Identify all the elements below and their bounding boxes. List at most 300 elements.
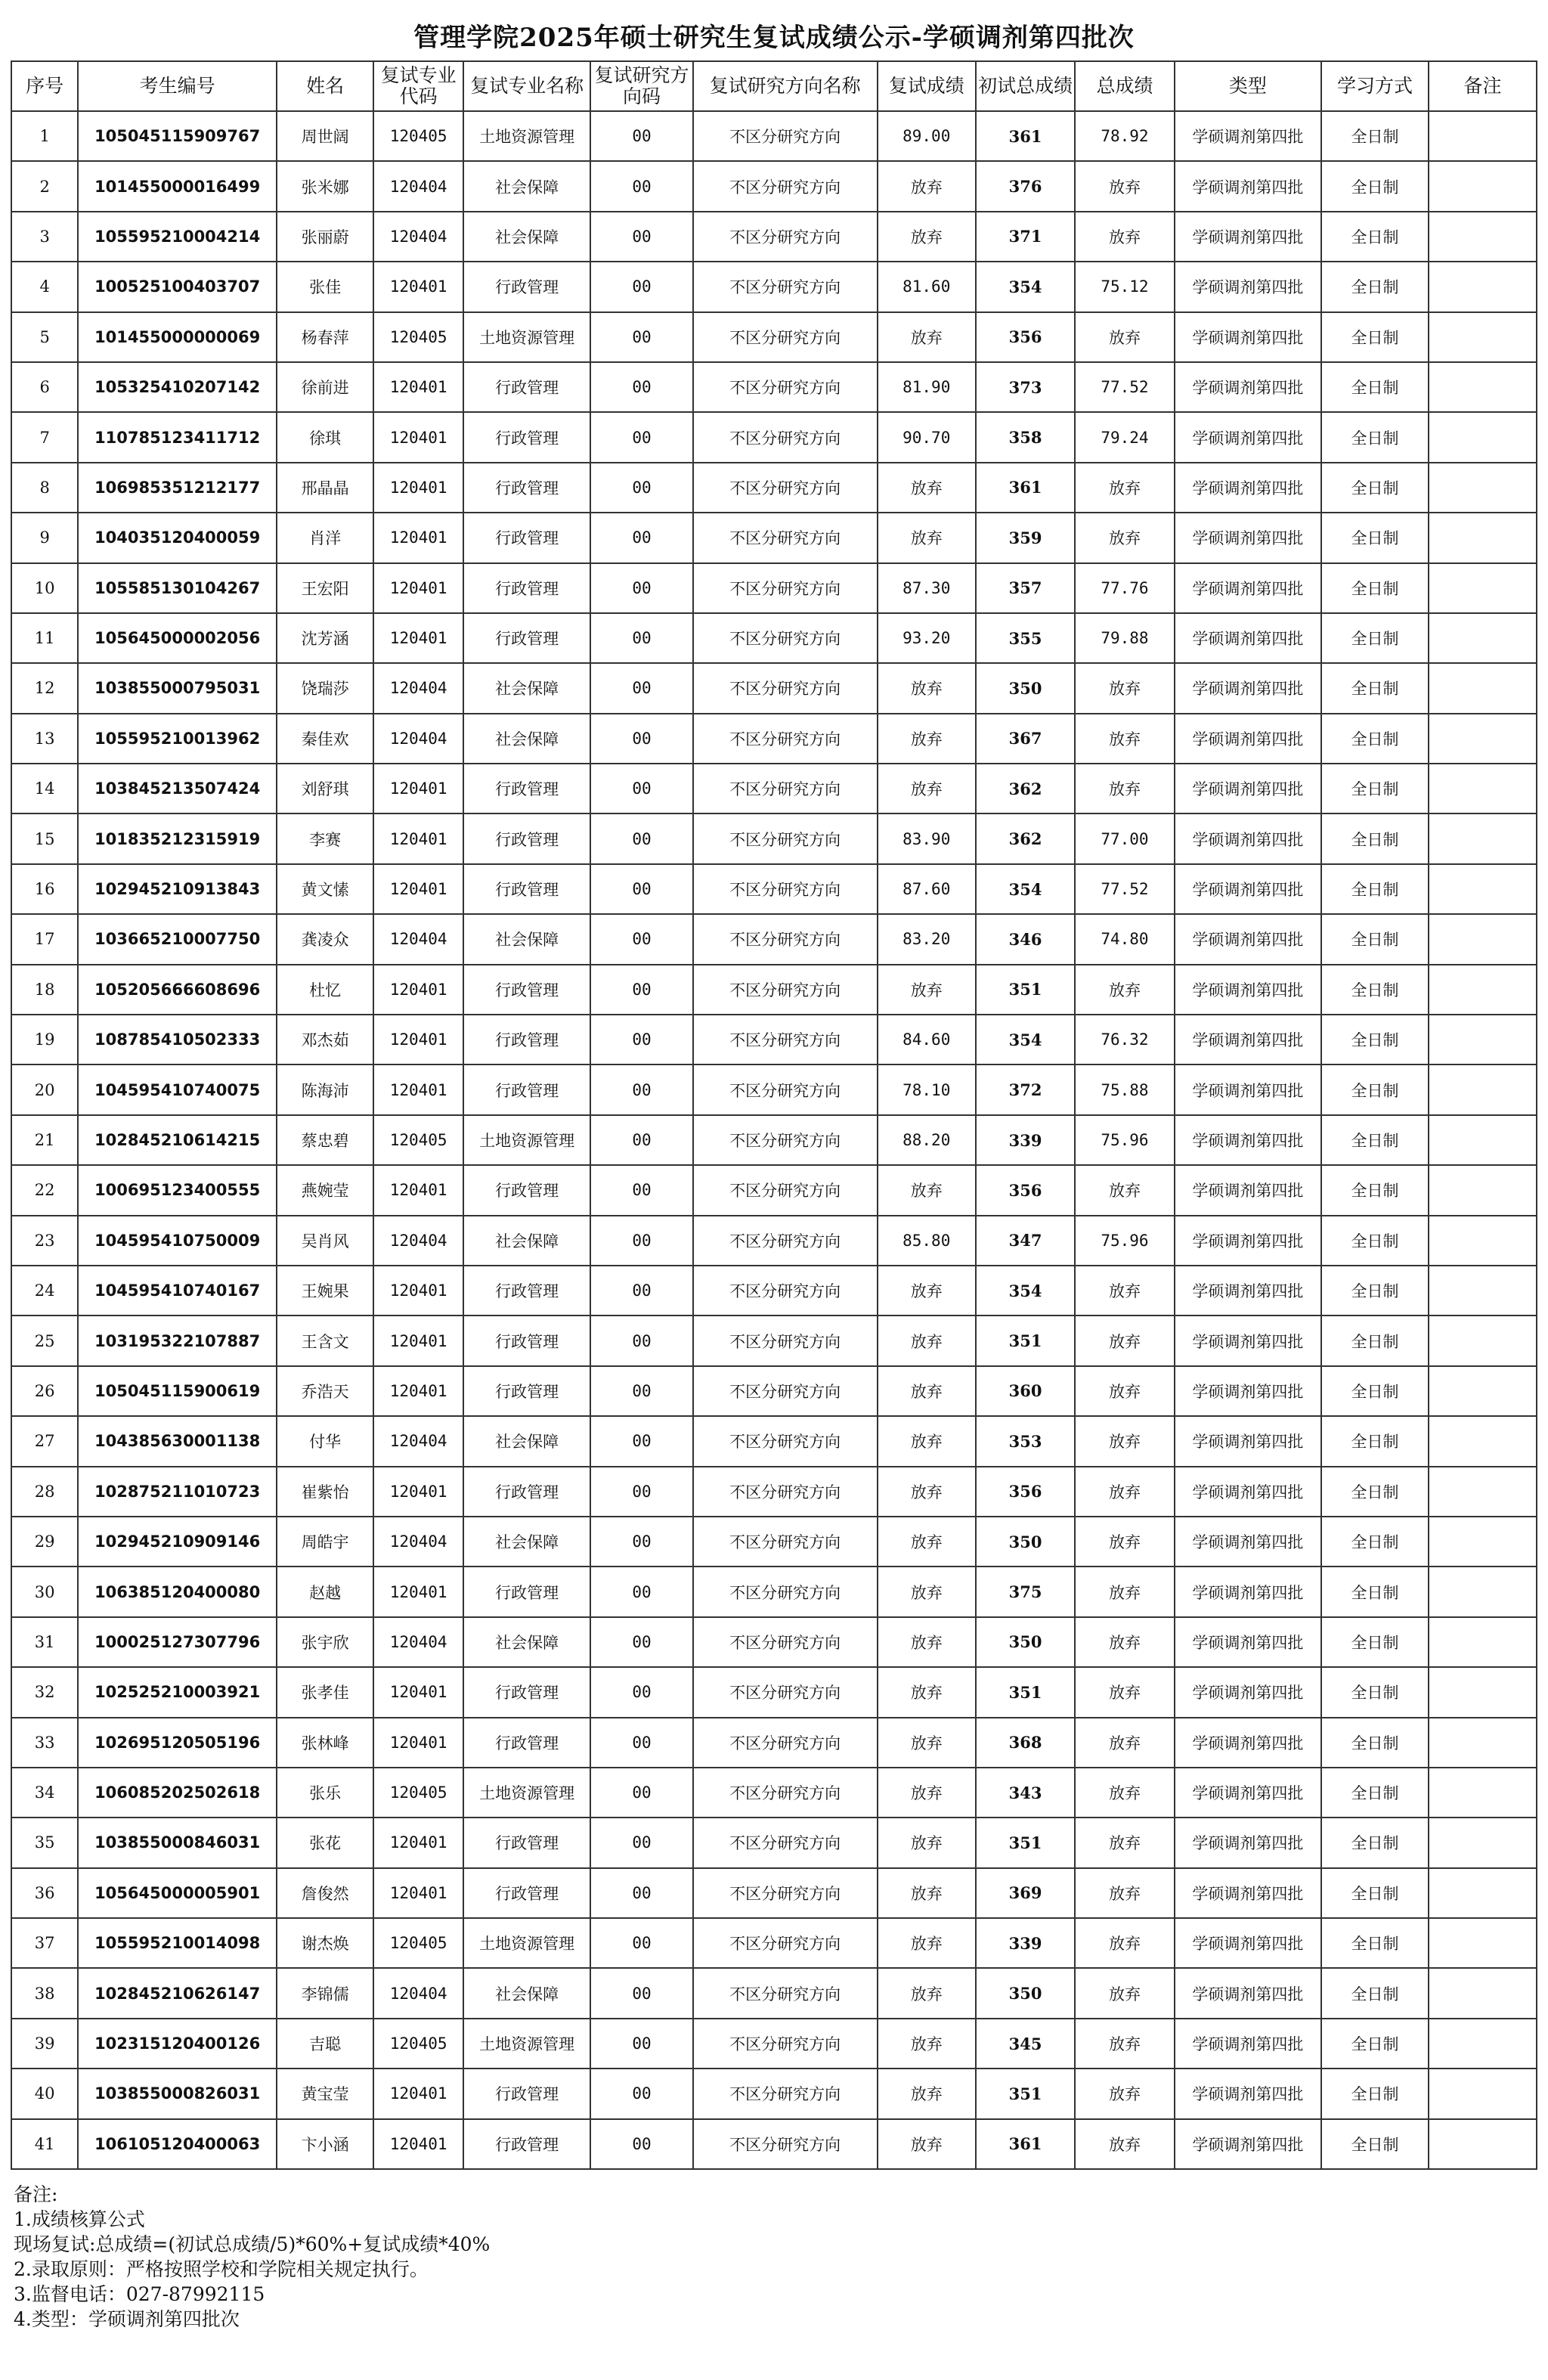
major-name: 行政管理 xyxy=(463,864,590,914)
candidate-id: 104595410740075 xyxy=(78,1064,277,1114)
candidate-name: 邓杰茹 xyxy=(277,1015,373,1064)
study-mode: 全日制 xyxy=(1321,864,1429,914)
table-row xyxy=(11,563,1537,613)
total-score: 78.92 xyxy=(1075,111,1174,161)
total-score: 放弃 xyxy=(1075,965,1174,1015)
direction-code: 00 xyxy=(590,1416,693,1466)
candidate-id: 104595410750009 xyxy=(78,1216,277,1266)
admission-type: 学硕调剂第四批 xyxy=(1175,813,1321,863)
retest-score: 放弃 xyxy=(878,663,976,713)
candidate-id: 102315120400126 xyxy=(78,2019,277,2069)
candidate-name: 黄文愫 xyxy=(277,864,373,914)
total-score: 放弃 xyxy=(1075,1165,1174,1215)
row-number: 21 xyxy=(11,1115,78,1165)
retest-score: 放弃 xyxy=(878,1968,976,2018)
admission-type: 学硕调剂第四批 xyxy=(1175,2069,1321,2118)
study-mode: 全日制 xyxy=(1321,412,1429,462)
prelim-score: 354 xyxy=(976,864,1075,914)
major-name: 社会保障 xyxy=(463,1216,590,1266)
direction-code: 00 xyxy=(590,965,693,1015)
major-name: 行政管理 xyxy=(463,1366,590,1416)
table-row xyxy=(11,1968,1537,2018)
retest-score: 放弃 xyxy=(878,714,976,764)
major-code: 120401 xyxy=(373,1015,463,1064)
col-header-retest-score: 复试成绩 xyxy=(878,61,976,111)
note-line-4: 3.监督电话：027-87992115 xyxy=(14,2283,265,2305)
retest-score: 放弃 xyxy=(878,1316,976,1365)
study-mode: 全日制 xyxy=(1321,161,1429,211)
direction-name: 不区分研究方向 xyxy=(693,1968,878,2018)
direction-code: 00 xyxy=(590,1868,693,1918)
prelim-score: 350 xyxy=(976,663,1075,713)
study-mode: 全日制 xyxy=(1321,914,1429,964)
table-row xyxy=(11,1064,1537,1114)
candidate-id: 103855000795031 xyxy=(78,663,277,713)
admission-type: 学硕调剂第四批 xyxy=(1175,1266,1321,1316)
study-mode: 全日制 xyxy=(1321,613,1429,663)
retest-score: 放弃 xyxy=(878,1165,976,1215)
prelim-score: 350 xyxy=(976,1617,1075,1667)
major-code: 120401 xyxy=(373,1818,463,1867)
study-mode: 全日制 xyxy=(1321,1718,1429,1768)
direction-code: 00 xyxy=(590,513,693,562)
candidate-id: 102875211010723 xyxy=(78,1467,277,1517)
remarks xyxy=(1429,1467,1537,1517)
col-header-prelim-score: 初试总成绩 xyxy=(976,61,1075,111)
prelim-score: 351 xyxy=(976,965,1075,1015)
candidate-name: 杜忆 xyxy=(277,965,373,1015)
row-number: 12 xyxy=(11,663,78,713)
candidate-name: 龚凌众 xyxy=(277,914,373,964)
total-score: 放弃 xyxy=(1075,2119,1174,2169)
remarks xyxy=(1429,1115,1537,1165)
remarks xyxy=(1429,1015,1537,1064)
total-score: 放弃 xyxy=(1075,714,1174,764)
prelim-score: 362 xyxy=(976,764,1075,813)
major-code: 120405 xyxy=(373,111,463,161)
prelim-score: 350 xyxy=(976,1517,1075,1567)
major-code: 120401 xyxy=(373,613,463,663)
retest-score: 放弃 xyxy=(878,764,976,813)
direction-name: 不区分研究方向 xyxy=(693,1868,878,1918)
admission-type: 学硕调剂第四批 xyxy=(1175,714,1321,764)
admission-type: 学硕调剂第四批 xyxy=(1175,1216,1321,1266)
candidate-id: 105595210004214 xyxy=(78,212,277,262)
row-number: 32 xyxy=(11,1667,78,1717)
candidate-name: 肖洋 xyxy=(277,513,373,562)
direction-code: 00 xyxy=(590,1617,693,1667)
prelim-score: 355 xyxy=(976,613,1075,663)
remarks xyxy=(1429,1316,1537,1365)
direction-name: 不区分研究方向 xyxy=(693,714,878,764)
direction-name: 不区分研究方向 xyxy=(693,1768,878,1818)
major-code: 120404 xyxy=(373,714,463,764)
direction-code: 00 xyxy=(590,2069,693,2118)
col-header-type: 类型 xyxy=(1175,61,1321,111)
col-header-id: 考生编号 xyxy=(78,61,277,111)
major-name: 社会保障 xyxy=(463,663,590,713)
major-name: 行政管理 xyxy=(463,764,590,813)
direction-name: 不区分研究方向 xyxy=(693,914,878,964)
table-row xyxy=(11,1015,1537,1064)
direction-code: 00 xyxy=(590,813,693,863)
admission-type: 学硕调剂第四批 xyxy=(1175,1768,1321,1818)
retest-score: 放弃 xyxy=(878,2119,976,2169)
retest-score: 83.90 xyxy=(878,813,976,863)
row-number: 20 xyxy=(11,1064,78,1114)
total-score: 放弃 xyxy=(1075,463,1174,513)
admission-type: 学硕调剂第四批 xyxy=(1175,2119,1321,2169)
major-name: 社会保障 xyxy=(463,1517,590,1567)
remarks xyxy=(1429,1667,1537,1717)
direction-name: 不区分研究方向 xyxy=(693,161,878,211)
prelim-score: 362 xyxy=(976,813,1075,863)
major-name: 行政管理 xyxy=(463,463,590,513)
major-name: 行政管理 xyxy=(463,1467,590,1517)
total-score: 放弃 xyxy=(1075,161,1174,211)
prelim-score: 354 xyxy=(976,262,1075,311)
direction-code: 00 xyxy=(590,1316,693,1365)
candidate-id: 105045115900619 xyxy=(78,1366,277,1416)
admission-type: 学硕调剂第四批 xyxy=(1175,1968,1321,2018)
major-name: 社会保障 xyxy=(463,914,590,964)
study-mode: 全日制 xyxy=(1321,1768,1429,1818)
total-score: 放弃 xyxy=(1075,1968,1174,2018)
remarks xyxy=(1429,1567,1537,1616)
admission-type: 学硕调剂第四批 xyxy=(1175,513,1321,562)
remarks xyxy=(1429,362,1537,412)
major-code: 120404 xyxy=(373,1968,463,2018)
prelim-score: 369 xyxy=(976,1868,1075,1918)
major-name: 行政管理 xyxy=(463,1064,590,1114)
col-header-study-mode: 学习方式 xyxy=(1321,61,1429,111)
retest-score: 放弃 xyxy=(878,312,976,362)
candidate-id: 110785123411712 xyxy=(78,412,277,462)
candidate-name: 刘舒琪 xyxy=(277,764,373,813)
row-number: 23 xyxy=(11,1216,78,1266)
total-score: 放弃 xyxy=(1075,1366,1174,1416)
remarks xyxy=(1429,463,1537,513)
table-row xyxy=(11,965,1537,1015)
candidate-name: 张丽蔚 xyxy=(277,212,373,262)
row-number: 34 xyxy=(11,1768,78,1818)
candidate-name: 张孝佳 xyxy=(277,1667,373,1717)
total-score: 放弃 xyxy=(1075,1768,1174,1818)
candidate-id: 102845210626147 xyxy=(78,1968,277,2018)
remarks xyxy=(1429,2019,1537,2069)
retest-score: 93.20 xyxy=(878,613,976,663)
admission-type: 学硕调剂第四批 xyxy=(1175,1316,1321,1365)
candidate-name: 谢杰焕 xyxy=(277,1918,373,1968)
candidate-id: 102845210614215 xyxy=(78,1115,277,1165)
candidate-id: 105645000002056 xyxy=(78,613,277,663)
row-number: 1 xyxy=(11,111,78,161)
retest-score: 81.60 xyxy=(878,262,976,311)
prelim-score: 368 xyxy=(976,1718,1075,1768)
prelim-score: 351 xyxy=(976,1316,1075,1365)
direction-name: 不区分研究方向 xyxy=(693,1567,878,1616)
prelim-score: 353 xyxy=(976,1416,1075,1466)
retest-score: 放弃 xyxy=(878,2019,976,2069)
direction-name: 不区分研究方向 xyxy=(693,1015,878,1064)
row-number: 38 xyxy=(11,1968,78,2018)
direction-name: 不区分研究方向 xyxy=(693,1517,878,1567)
direction-name: 不区分研究方向 xyxy=(693,864,878,914)
candidate-name: 詹俊然 xyxy=(277,1868,373,1918)
major-name: 土地资源管理 xyxy=(463,1115,590,1165)
col-header-remarks: 备注 xyxy=(1429,61,1537,111)
col-header-total-score: 总成绩 xyxy=(1075,61,1174,111)
retest-score: 放弃 xyxy=(878,161,976,211)
admission-type: 学硕调剂第四批 xyxy=(1175,1617,1321,1667)
prelim-score: 361 xyxy=(976,463,1075,513)
candidate-id: 105645000005901 xyxy=(78,1868,277,1918)
direction-name: 不区分研究方向 xyxy=(693,1115,878,1165)
direction-code: 00 xyxy=(590,212,693,262)
total-score: 放弃 xyxy=(1075,513,1174,562)
candidate-id: 102525210003921 xyxy=(78,1667,277,1717)
admission-type: 学硕调剂第四批 xyxy=(1175,1366,1321,1416)
candidate-name: 徐前进 xyxy=(277,362,373,412)
table-row xyxy=(11,663,1537,713)
major-name: 行政管理 xyxy=(463,813,590,863)
candidate-id: 101455000016499 xyxy=(78,161,277,211)
table-row xyxy=(11,1266,1537,1316)
direction-code: 00 xyxy=(590,262,693,311)
prelim-score: 356 xyxy=(976,312,1075,362)
retest-score: 放弃 xyxy=(878,212,976,262)
study-mode: 全日制 xyxy=(1321,813,1429,863)
row-number: 8 xyxy=(11,463,78,513)
note-line-5: 4.类型：学硕调剂第四批次 xyxy=(14,2308,240,2330)
table-row xyxy=(11,1617,1537,1667)
table-row xyxy=(11,764,1537,813)
major-code: 120401 xyxy=(373,563,463,613)
prelim-score: 360 xyxy=(976,1366,1075,1416)
direction-name: 不区分研究方向 xyxy=(693,1918,878,1968)
direction-code: 00 xyxy=(590,864,693,914)
candidate-name: 沈芳涵 xyxy=(277,613,373,663)
direction-name: 不区分研究方向 xyxy=(693,2019,878,2069)
candidate-name: 秦佳欢 xyxy=(277,714,373,764)
row-number: 33 xyxy=(11,1718,78,1768)
major-code: 120401 xyxy=(373,362,463,412)
row-number: 10 xyxy=(11,563,78,613)
col-header-name: 姓名 xyxy=(277,61,373,111)
major-code: 120404 xyxy=(373,914,463,964)
candidate-id: 103855000826031 xyxy=(78,2069,277,2118)
direction-code: 00 xyxy=(590,1818,693,1867)
prelim-score: 359 xyxy=(976,513,1075,562)
study-mode: 全日制 xyxy=(1321,1617,1429,1667)
major-code: 120401 xyxy=(373,2119,463,2169)
page-title: 管理学院2025年硕士研究生复试成绩公示-学硕调剂第四批次 xyxy=(413,23,1135,53)
direction-code: 00 xyxy=(590,1366,693,1416)
total-score: 放弃 xyxy=(1075,1316,1174,1365)
table-header-row xyxy=(11,61,1537,111)
total-score: 放弃 xyxy=(1075,1416,1174,1466)
candidate-id: 105205666608696 xyxy=(78,965,277,1015)
direction-name: 不区分研究方向 xyxy=(693,1667,878,1717)
direction-name: 不区分研究方向 xyxy=(693,2119,878,2169)
remarks xyxy=(1429,212,1537,262)
remarks xyxy=(1429,714,1537,764)
direction-name: 不区分研究方向 xyxy=(693,1818,878,1867)
table-row xyxy=(11,1316,1537,1365)
major-code: 120405 xyxy=(373,1768,463,1818)
study-mode: 全日制 xyxy=(1321,1064,1429,1114)
major-name: 行政管理 xyxy=(463,1266,590,1316)
retest-score: 放弃 xyxy=(878,1918,976,1968)
table-row xyxy=(11,513,1537,562)
total-score: 76.32 xyxy=(1075,1015,1174,1064)
row-number: 36 xyxy=(11,1868,78,1918)
candidate-name: 张乐 xyxy=(277,1768,373,1818)
study-mode: 全日制 xyxy=(1321,2119,1429,2169)
direction-code: 00 xyxy=(590,1064,693,1114)
direction-code: 00 xyxy=(590,1467,693,1517)
candidate-name: 蔡忠碧 xyxy=(277,1115,373,1165)
row-number: 25 xyxy=(11,1316,78,1365)
prelim-score: 354 xyxy=(976,1015,1075,1064)
admission-type: 学硕调剂第四批 xyxy=(1175,1064,1321,1114)
major-name: 土地资源管理 xyxy=(463,1768,590,1818)
major-name: 土地资源管理 xyxy=(463,1918,590,1968)
prelim-score: 373 xyxy=(976,362,1075,412)
direction-name: 不区分研究方向 xyxy=(693,1216,878,1266)
candidate-id: 104595410740167 xyxy=(78,1266,277,1316)
candidate-name: 陈海沛 xyxy=(277,1064,373,1114)
table-row xyxy=(11,613,1537,663)
remarks xyxy=(1429,1064,1537,1114)
table-row xyxy=(11,212,1537,262)
major-code: 120401 xyxy=(373,813,463,863)
table-row xyxy=(11,1366,1537,1416)
admission-type: 学硕调剂第四批 xyxy=(1175,914,1321,964)
admission-type: 学硕调剂第四批 xyxy=(1175,965,1321,1015)
retest-score: 放弃 xyxy=(878,1366,976,1416)
remarks xyxy=(1429,1768,1537,1818)
direction-code: 00 xyxy=(590,412,693,462)
major-code: 120401 xyxy=(373,463,463,513)
candidate-name: 燕婉莹 xyxy=(277,1165,373,1215)
table-row xyxy=(11,262,1537,311)
table-row xyxy=(11,714,1537,764)
row-number: 26 xyxy=(11,1366,78,1416)
direction-name: 不区分研究方向 xyxy=(693,1718,878,1768)
admission-type: 学硕调剂第四批 xyxy=(1175,412,1321,462)
candidate-name: 张林峰 xyxy=(277,1718,373,1768)
row-number: 11 xyxy=(11,613,78,663)
total-score: 放弃 xyxy=(1075,1868,1174,1918)
study-mode: 全日制 xyxy=(1321,212,1429,262)
admission-type: 学硕调剂第四批 xyxy=(1175,262,1321,311)
study-mode: 全日制 xyxy=(1321,262,1429,311)
direction-code: 00 xyxy=(590,1115,693,1165)
direction-code: 00 xyxy=(590,111,693,161)
study-mode: 全日制 xyxy=(1321,1818,1429,1867)
prelim-score: 375 xyxy=(976,1567,1075,1616)
candidate-id: 106985351212177 xyxy=(78,463,277,513)
major-code: 120401 xyxy=(373,864,463,914)
row-number: 39 xyxy=(11,2019,78,2069)
admission-type: 学硕调剂第四批 xyxy=(1175,2019,1321,2069)
admission-type: 学硕调剂第四批 xyxy=(1175,1115,1321,1165)
row-number: 18 xyxy=(11,965,78,1015)
direction-name: 不区分研究方向 xyxy=(693,111,878,161)
table-row xyxy=(11,2069,1537,2118)
candidate-name: 邢晶晶 xyxy=(277,463,373,513)
retest-score: 放弃 xyxy=(878,513,976,562)
total-score: 放弃 xyxy=(1075,1467,1174,1517)
prelim-score: 351 xyxy=(976,2069,1075,2118)
remarks xyxy=(1429,1216,1537,1266)
total-score: 75.96 xyxy=(1075,1115,1174,1165)
prelim-score: 361 xyxy=(976,2119,1075,2169)
total-score: 放弃 xyxy=(1075,663,1174,713)
retest-score: 78.10 xyxy=(878,1064,976,1114)
table-row xyxy=(11,111,1537,161)
direction-code: 00 xyxy=(590,161,693,211)
major-name: 行政管理 xyxy=(463,965,590,1015)
candidate-id: 103855000846031 xyxy=(78,1818,277,1867)
prelim-score: 339 xyxy=(976,1918,1075,1968)
total-score: 放弃 xyxy=(1075,1266,1174,1316)
direction-code: 00 xyxy=(590,463,693,513)
major-name: 行政管理 xyxy=(463,362,590,412)
study-mode: 全日制 xyxy=(1321,1015,1429,1064)
total-score: 放弃 xyxy=(1075,2069,1174,2118)
row-number: 17 xyxy=(11,914,78,964)
retest-score: 81.90 xyxy=(878,362,976,412)
direction-code: 00 xyxy=(590,914,693,964)
major-code: 120401 xyxy=(373,1165,463,1215)
direction-code: 00 xyxy=(590,362,693,412)
major-code: 120405 xyxy=(373,1918,463,1968)
candidate-name: 李锦儒 xyxy=(277,1968,373,2018)
direction-name: 不区分研究方向 xyxy=(693,412,878,462)
candidate-id: 105325410207142 xyxy=(78,362,277,412)
study-mode: 全日制 xyxy=(1321,1868,1429,1918)
study-mode: 全日制 xyxy=(1321,463,1429,513)
admission-type: 学硕调剂第四批 xyxy=(1175,1718,1321,1768)
candidate-id: 101835212315919 xyxy=(78,813,277,863)
row-number: 40 xyxy=(11,2069,78,2118)
note-line-2: 现场复试:总成绩=(初试总成绩/5)*60%+复试成绩*40% xyxy=(14,2233,491,2255)
major-code: 120401 xyxy=(373,1467,463,1517)
remarks xyxy=(1429,914,1537,964)
candidate-name: 吉聪 xyxy=(277,2019,373,2069)
major-name: 行政管理 xyxy=(463,412,590,462)
retest-score: 放弃 xyxy=(878,1467,976,1517)
direction-code: 00 xyxy=(590,1165,693,1215)
candidate-id: 103665210007750 xyxy=(78,914,277,964)
table-row xyxy=(11,1416,1537,1466)
direction-code: 00 xyxy=(590,1015,693,1064)
candidate-name: 李赛 xyxy=(277,813,373,863)
candidate-name: 周皓宇 xyxy=(277,1517,373,1567)
direction-code: 00 xyxy=(590,613,693,663)
major-code: 120401 xyxy=(373,1064,463,1114)
candidate-name: 张宇欣 xyxy=(277,1617,373,1667)
table-row xyxy=(11,1918,1537,1968)
study-mode: 全日制 xyxy=(1321,513,1429,562)
remarks xyxy=(1429,111,1537,161)
major-code: 120401 xyxy=(373,412,463,462)
total-score: 放弃 xyxy=(1075,1617,1174,1667)
row-number: 30 xyxy=(11,1567,78,1616)
candidate-id: 108785410502333 xyxy=(78,1015,277,1064)
